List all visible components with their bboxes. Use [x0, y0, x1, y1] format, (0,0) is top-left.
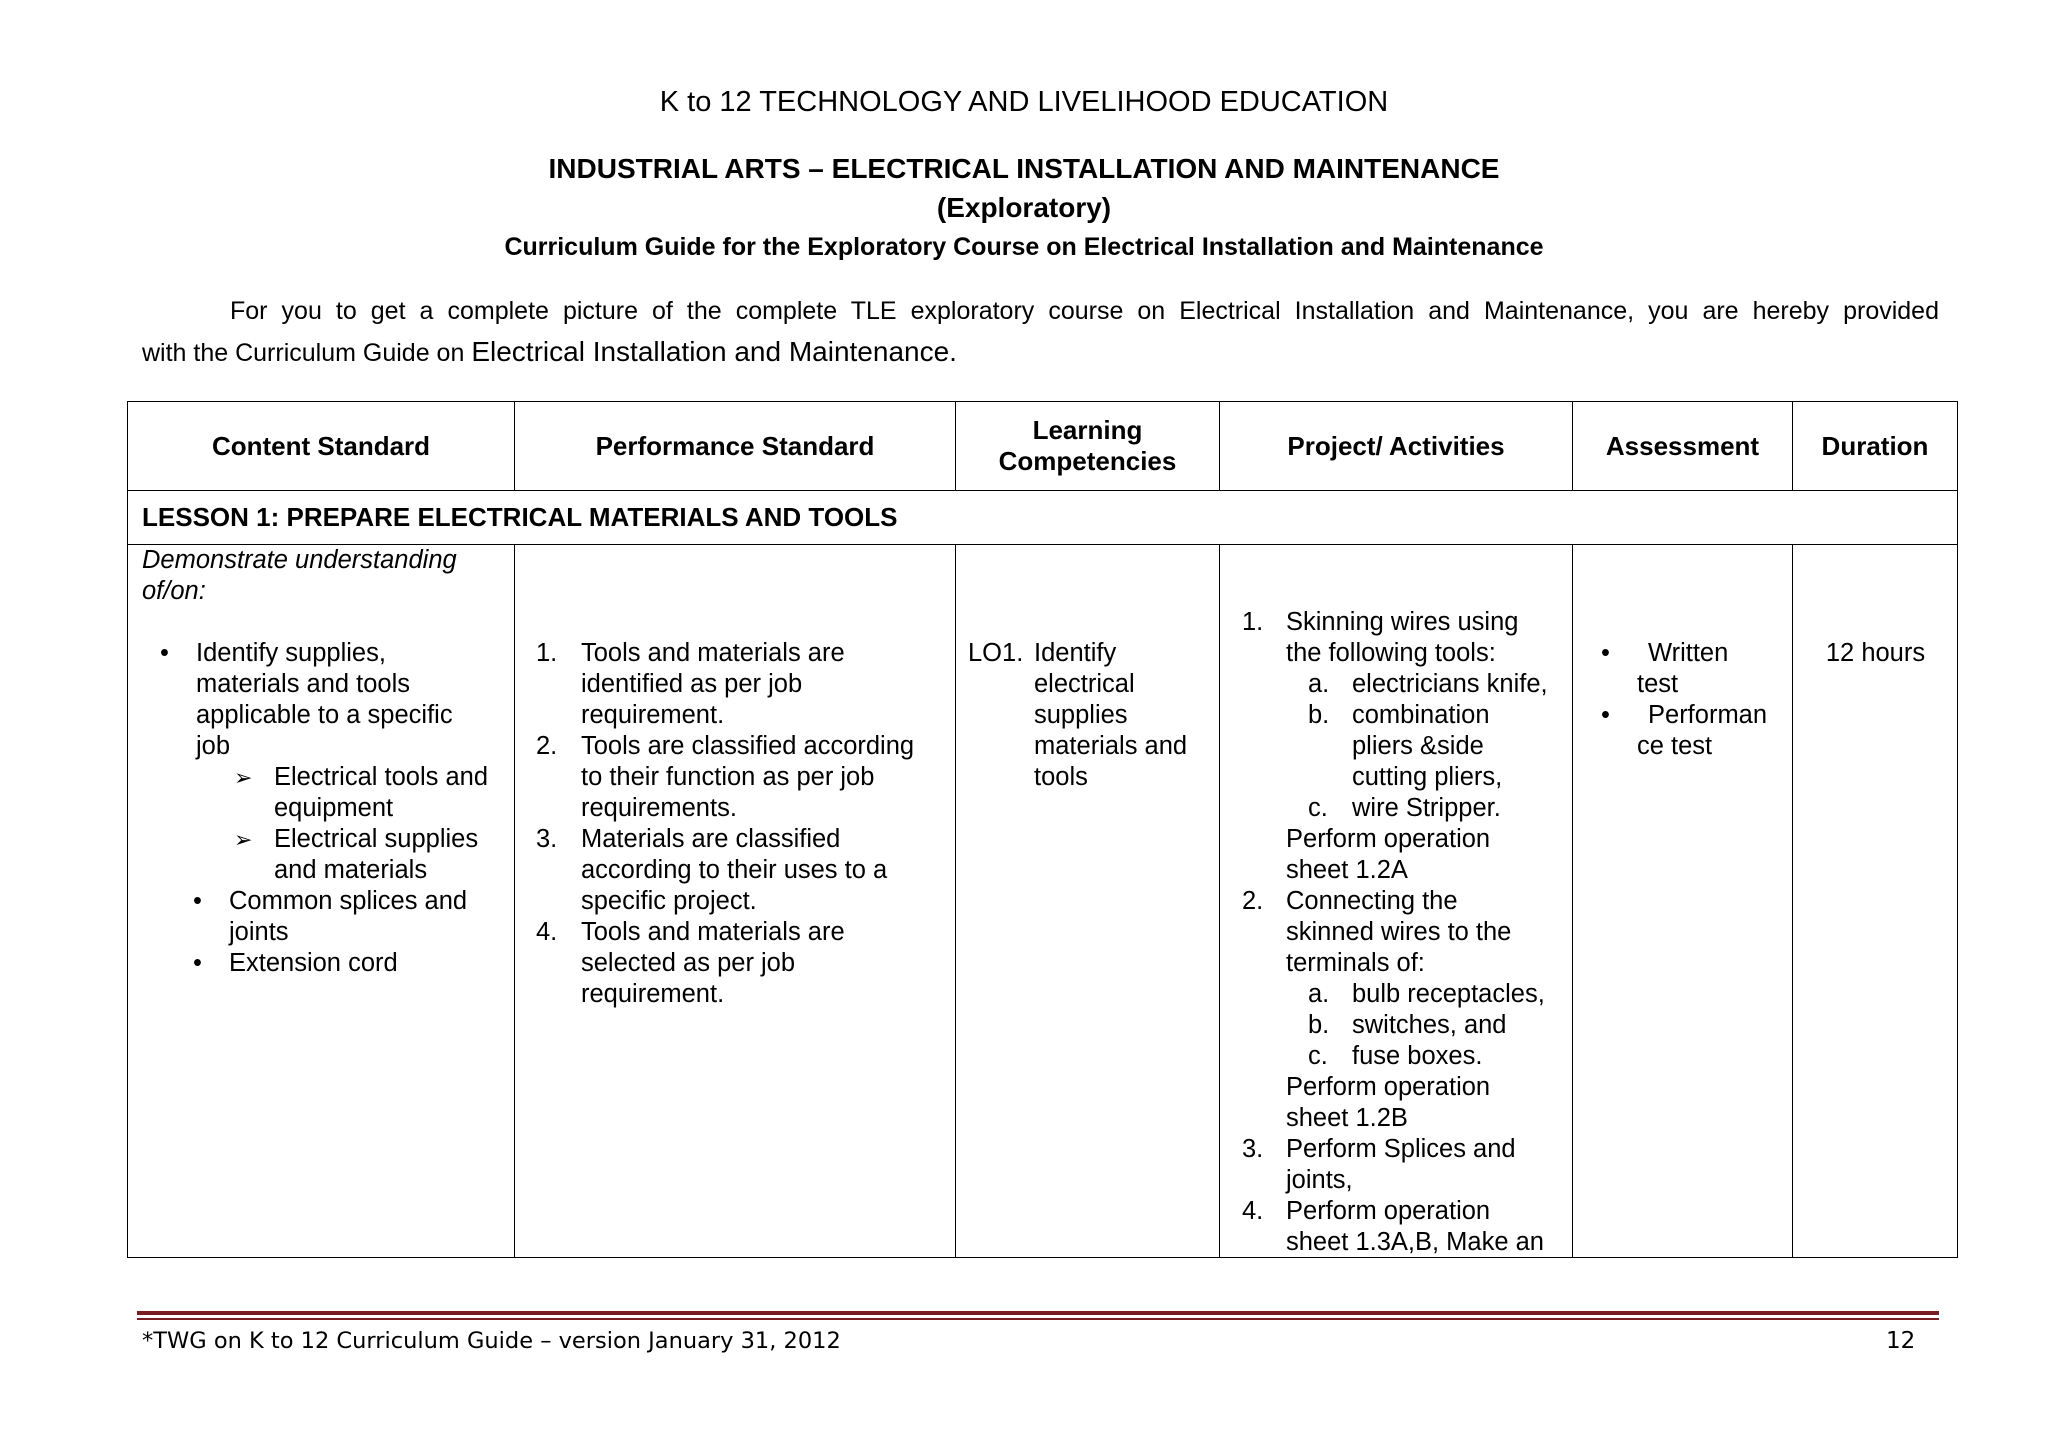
assessment-item-1: • Written test: [1637, 638, 1728, 700]
project-item-2: Connecting the skinned wires to the terminals of:: [1286, 887, 1512, 977]
header-learning-competencies: Learning Competencies: [956, 402, 1220, 491]
project-item-1b: combination pliers &side cutting pliers,: [1352, 701, 1503, 791]
project-item-2c: fuse boxes.: [1352, 1042, 1483, 1070]
project-item-1a: electricians knife,: [1352, 670, 1548, 698]
footer-rule: [137, 1311, 1939, 1315]
project-item-2a: bulb receptacles,: [1352, 980, 1545, 1008]
page-number: 12: [1886, 1328, 1916, 1354]
project-item-1: Skinning wires using the following tools:: [1286, 608, 1519, 667]
header-project-activities: Project/ Activities: [1220, 402, 1573, 491]
lesson-row: [128, 491, 1958, 545]
project-item-2-tail: Perform operation sheet 1.2B: [1286, 1073, 1491, 1132]
performance-item-3: Materials are classified according to their uses to a specific project.: [581, 825, 888, 915]
performance-item-3-number: 3.: [536, 825, 558, 853]
assessment-cell: [1573, 545, 1793, 1258]
learning-outcome-1: Identify electrical supplies materials and tools: [1034, 639, 1188, 791]
performance-item-4: Tools and materials are selected as per job requirement.: [581, 918, 845, 1008]
content-intro: Demonstrate understanding of/on:: [142, 546, 457, 605]
course-type: (Exploratory): [936, 192, 1112, 223]
project-item-2-number: 2.: [1242, 887, 1264, 915]
content-sub-bullet-2: ➢ Electrical supplies and materials: [274, 824, 478, 886]
project-item-1-number: 1.: [1242, 608, 1264, 636]
footer-rule-thin: [137, 1318, 1939, 1320]
project-item-2a-letter: a.: [1308, 980, 1330, 1008]
duration-value: 12 hours: [1825, 639, 1926, 667]
performance-standard-cell: [515, 545, 956, 1258]
intro-paragraph-line-2: with the Curriculum Guide on Electrical Installation and Maintenance.: [142, 336, 957, 367]
performance-item-2: Tools are classified according to their function as per job requirements.: [581, 732, 915, 822]
header-duration: Duration: [1793, 402, 1958, 491]
performance-item-2-number: 2.: [536, 732, 558, 760]
header-content-standard: Content Standard: [128, 402, 515, 491]
content-sub-bullet-1: ➢ Electrical tools and equipment: [274, 762, 488, 824]
table-row: [128, 545, 1958, 1258]
content-bullet-3: • Extension cord: [229, 948, 398, 979]
footer-text: *TWG on K to 12 Curriculum Guide – version January 31, 2012: [142, 1328, 841, 1354]
content-standard-cell: [128, 545, 515, 1258]
project-item-2c-letter: c.: [1308, 1042, 1328, 1070]
project-item-4: Perform operation sheet 1.3A,B, Make an: [1286, 1197, 1544, 1256]
content-bullet-2: • Common splices and joints: [229, 886, 467, 948]
table-header-row: [128, 402, 1958, 491]
project-item-1a-letter: a.: [1308, 670, 1330, 698]
curriculum-table: [127, 401, 1958, 1258]
document-title: K to 12 TECHNOLOGY AND LIVELIHOOD EDUCATION: [659, 86, 1389, 118]
project-item-1c-letter: c.: [1308, 794, 1328, 822]
project-item-2b: switches, and: [1352, 1011, 1507, 1039]
project-item-3-number: 3.: [1242, 1135, 1264, 1163]
performance-item-1: Tools and materials are identified as per job requirement.: [581, 639, 845, 729]
header-assessment: Assessment: [1573, 402, 1793, 491]
project-item-1-tail: Perform operation sheet 1.2A: [1286, 825, 1491, 884]
project-item-2b-letter: b.: [1308, 1011, 1330, 1039]
duration-cell: [1793, 545, 1958, 1258]
performance-item-4-number: 4.: [536, 918, 558, 946]
guide-subtitle: Curriculum Guide for the Exploratory Course on Electrical Installation and Maintenance: [504, 233, 1544, 261]
learning-competencies-cell: [956, 545, 1220, 1258]
project-item-1b-letter: b.: [1308, 701, 1330, 729]
header-performance-standard: Performance Standard: [515, 402, 956, 491]
lesson-title: LESSON 1: PREPARE ELECTRICAL MATERIALS AND TOOLS: [128, 491, 1958, 545]
project-activities-cell: [1220, 545, 1573, 1258]
project-item-3: Perform Splices and joints,: [1286, 1135, 1516, 1194]
project-item-1c: wire Stripper.: [1352, 794, 1501, 822]
content-bullet-1: • Identify supplies, materials and tools applicable to a specific job: [196, 638, 453, 762]
project-item-4-number: 4.: [1242, 1197, 1264, 1225]
assessment-item-2: • Performan ce test: [1637, 700, 1767, 762]
performance-item-1-number: 1.: [536, 639, 558, 667]
course-title: INDUSTRIAL ARTS – ELECTRICAL INSTALLATION AND MAINTENANCE: [548, 153, 1500, 184]
learning-outcome-number: LO1.: [968, 639, 1024, 667]
intro-paragraph-line-1: For you to get a complete picture of the complete TLE exploratory course on Electrical Installation and Maintenance, you are hereby provided: [230, 297, 1939, 325]
